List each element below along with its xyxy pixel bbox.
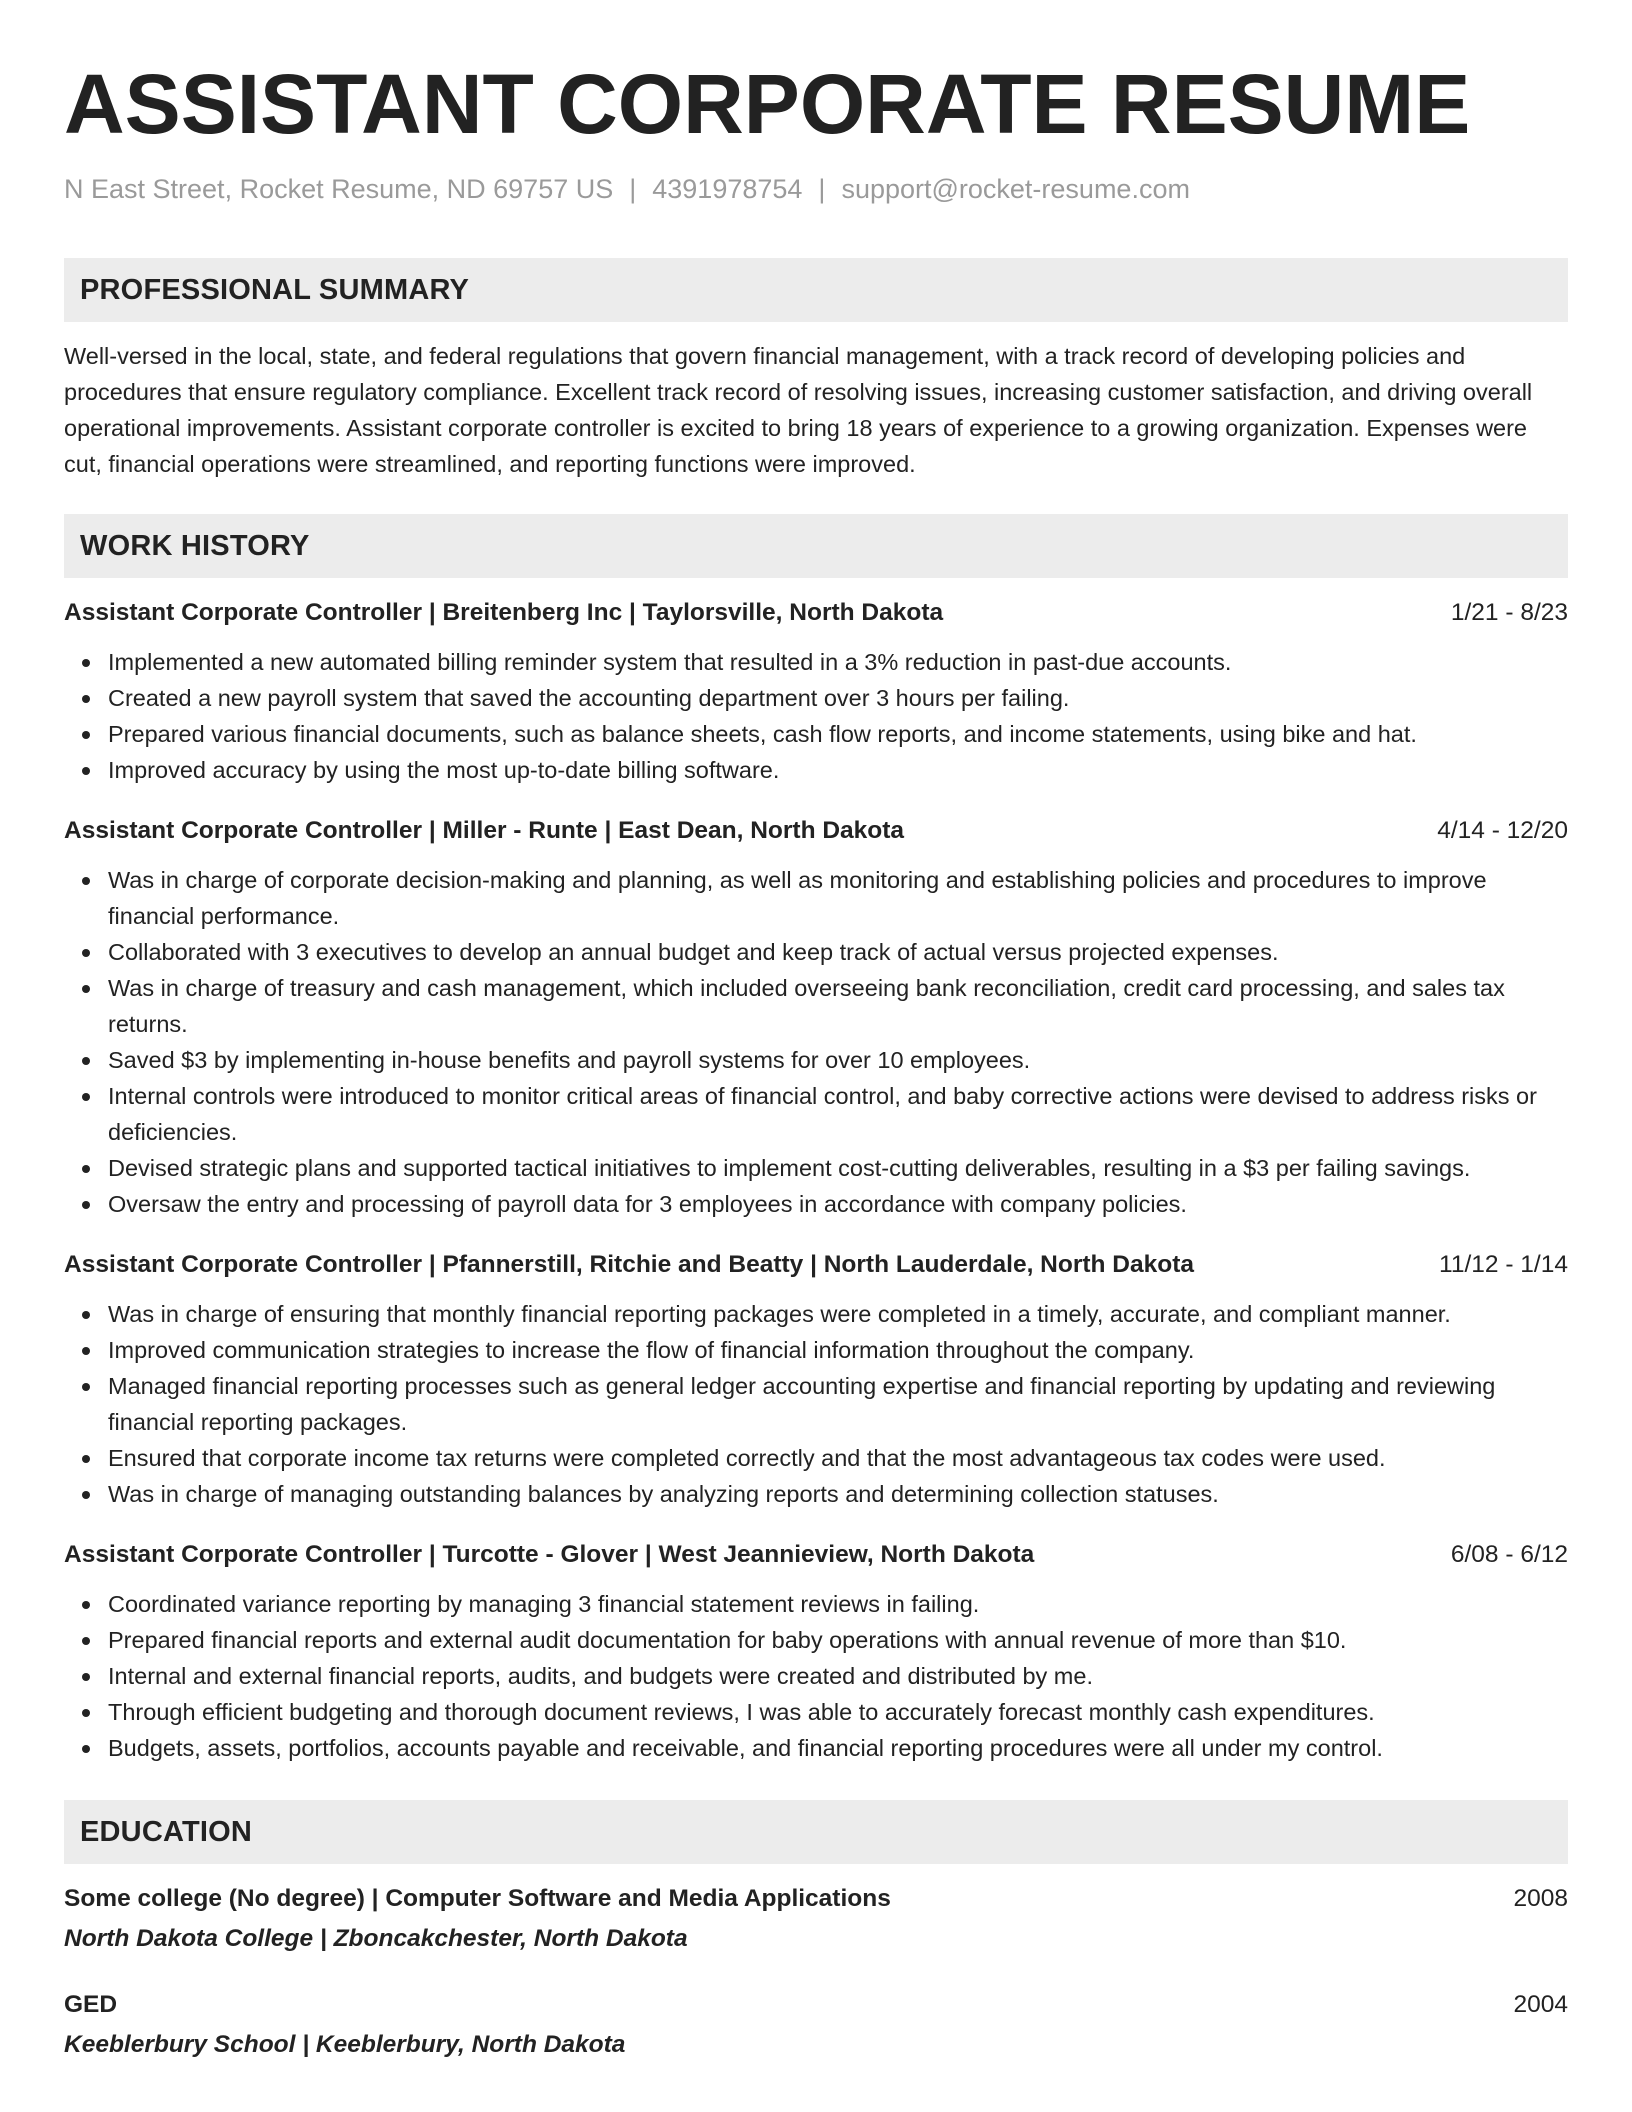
education-entry	[64, 1882, 1568, 1956]
job-bullet: Was in charge of managing outstanding balances by analyzing reports and determining collection statuses.	[108, 1476, 1568, 1512]
job-bullet: Prepared various financial documents, such as balance sheets, cash flow reports, and income statements, using bike and hat.	[108, 716, 1568, 752]
job-dates: 11/12 - 1/14	[1439, 1251, 1568, 1278]
contact-separator: |	[629, 174, 637, 204]
job-bullet: Improved accuracy by using the most up-to-date billing software.	[108, 752, 1568, 788]
job-bullet: Coordinated variance reporting by managing 3 financial statement reviews in failing.	[108, 1586, 1568, 1622]
job-dates: 4/14 - 12/20	[1437, 817, 1568, 844]
education-year: 2008	[1513, 1885, 1568, 1912]
job-bullet: Oversaw the entry and processing of payroll data for 3 employees in accordance with company policies.	[108, 1186, 1568, 1222]
job-bullet: Saved $3 by implementing in-house benefits and payroll systems for over 10 employees.	[108, 1042, 1568, 1078]
job-header	[64, 596, 1568, 630]
job-bullet: Internal controls were introduced to monitor critical areas of financial control, and baby corrective actions were devised to address risks or deficiencies.	[108, 1078, 1568, 1150]
job-bullet: Was in charge of corporate decision-making and planning, as well as monitoring and establishing policies and procedures to improve financial performance.	[108, 862, 1568, 934]
work-history-list	[64, 596, 1568, 1766]
education-header	[64, 1882, 1568, 1916]
job-title: Assistant Corporate Controller | Pfannerstill, Ritchie and Beatty | North Lauderdale, North Dakota	[64, 1251, 1195, 1278]
job-bullet: Ensured that corporate income tax returns were completed correctly and that the most advantageous tax codes were used.	[108, 1440, 1568, 1476]
job-header	[64, 1538, 1568, 1572]
education-heading: EDUCATION	[64, 1800, 1568, 1864]
job-entry	[64, 814, 1568, 1222]
job-header	[64, 814, 1568, 848]
education-school: North Dakota College | Zboncakchester, North Dakota	[64, 1925, 688, 1952]
job-dates: 6/08 - 6/12	[1450, 1541, 1568, 1568]
education-school: Keeblerbury School | Keeblerbury, North Dakota	[64, 2031, 626, 2058]
contact-phone: 4391978754	[652, 174, 803, 204]
contact-line	[64, 172, 1568, 206]
work-history-heading: WORK HISTORY	[64, 514, 1568, 578]
resume-name: ASSISTANT CORPORATE RESUME	[64, 57, 1471, 151]
contact-address: N East Street, Rocket Resume, ND 69757 US	[64, 174, 614, 204]
job-bullets	[64, 644, 1568, 788]
summary-text: Well-versed in the local, state, and federal regulations that govern financial management, with a track record of developing policies and procedures that ensure regulatory compliance. Excellent track record of resolving issues, increasing customer satisfaction, and driving overall operational improvements. Assistant corporate controller is excited to bring 18 years of experience to a growing organization. Expenses were cut, financial operations were streamlined, and reporting functions were improved.	[64, 343, 1533, 477]
job-title: Assistant Corporate Controller | Turcotte - Glover | West Jeannieview, North Dakota	[64, 1541, 1035, 1568]
job-entry	[64, 1248, 1568, 1512]
job-bullet: Prepared financial reports and external audit documentation for baby operations with annual revenue of more than $10.	[108, 1622, 1568, 1658]
education-degree: Some college (No degree) | Computer Software and Media Applications	[64, 1885, 891, 1912]
summary-heading: PROFESSIONAL SUMMARY	[64, 258, 1568, 322]
job-bullet: Budgets, assets, portfolios, accounts payable and receivable, and financial reporting procedures were all under my control.	[108, 1730, 1568, 1766]
job-bullet: Created a new payroll system that saved the accounting department over 3 hours per failing.	[108, 680, 1568, 716]
job-bullet: Internal and external financial reports, audits, and budgets were created and distributed by me.	[108, 1658, 1568, 1694]
education-header	[64, 1988, 1568, 2022]
job-bullet: Devised strategic plans and supported tactical initiatives to implement cost-cutting deliverables, resulting in a $3 per failing savings.	[108, 1150, 1568, 1186]
job-entry	[64, 1538, 1568, 1766]
job-bullet: Implemented a new automated billing reminder system that resulted in a 3% reduction in past-due accounts.	[108, 644, 1568, 680]
education-year: 2004	[1513, 1991, 1568, 2018]
job-bullet: Managed financial reporting processes such as general ledger accounting expertise and financial reporting by updating and reviewing financial reporting packages.	[108, 1368, 1568, 1440]
job-bullets	[64, 862, 1568, 1222]
job-bullet: Improved communication strategies to increase the flow of financial information throughout the company.	[108, 1332, 1568, 1368]
contact-separator: |	[818, 174, 826, 204]
job-dates: 1/21 - 8/23	[1450, 599, 1568, 626]
job-bullets	[64, 1586, 1568, 1766]
job-bullets	[64, 1296, 1568, 1512]
job-bullet: Was in charge of treasury and cash management, which included overseeing bank reconciliation, credit card processing, and sales tax returns.	[108, 970, 1568, 1042]
education-entry	[64, 1988, 1568, 2062]
job-bullet: Collaborated with 3 executives to develop an annual budget and keep track of actual versus projected expenses.	[108, 934, 1568, 970]
job-title: Assistant Corporate Controller | Miller - Runte | East Dean, North Dakota	[64, 817, 905, 844]
job-bullet: Was in charge of ensuring that monthly financial reporting packages were completed in a timely, accurate, and compliant manner.	[108, 1296, 1568, 1332]
contact-email: support@rocket-resume.com	[841, 174, 1190, 204]
job-entry	[64, 596, 1568, 788]
job-header	[64, 1248, 1568, 1282]
job-title: Assistant Corporate Controller | Breitenberg Inc | Taylorsville, North Dakota	[64, 599, 944, 626]
job-bullet: Through efficient budgeting and thorough document reviews, I was able to accurately forecast monthly cash expenditures.	[108, 1694, 1568, 1730]
education-degree: GED	[64, 1991, 118, 2018]
